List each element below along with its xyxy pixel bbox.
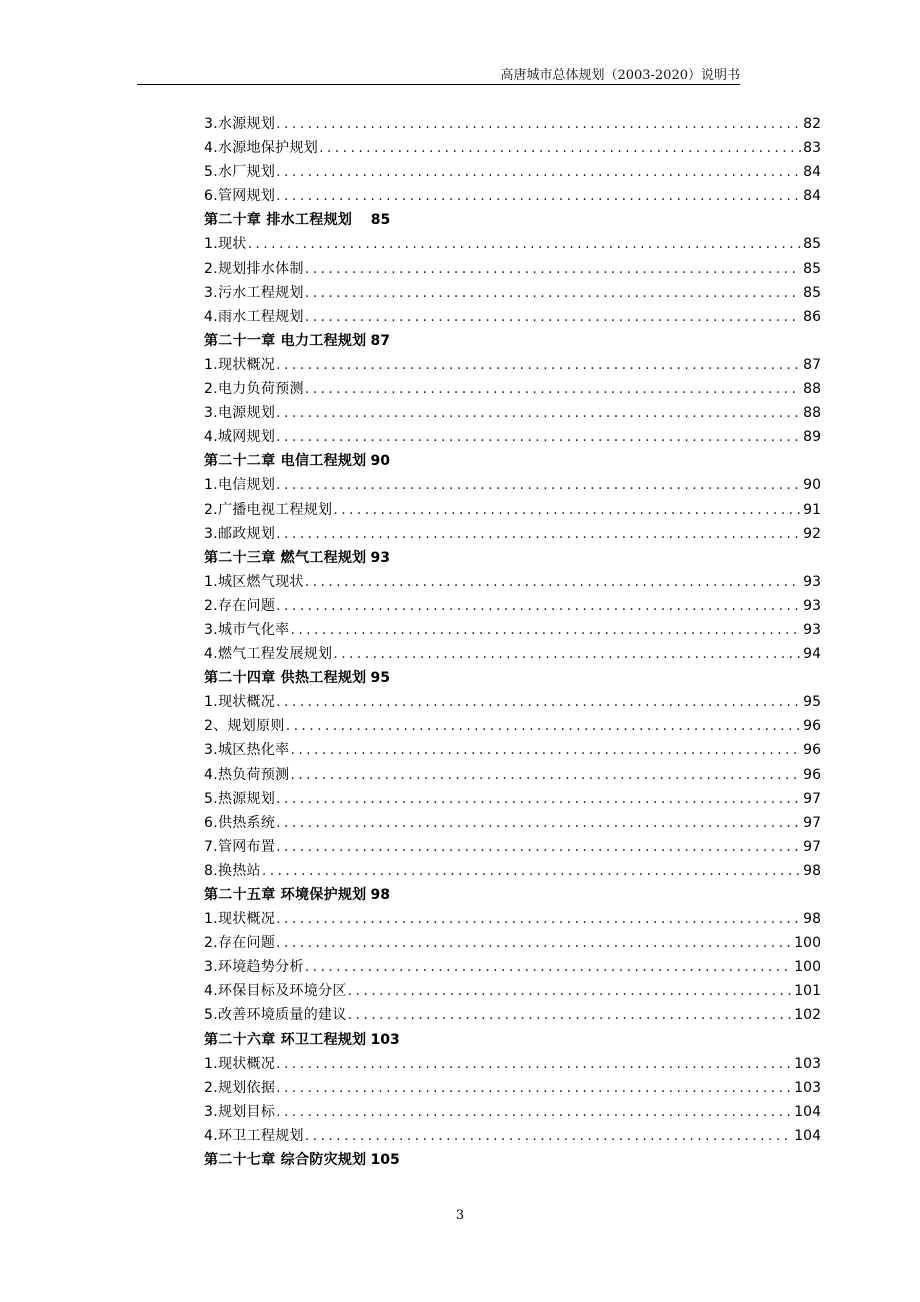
toc-page-number: 100 xyxy=(794,935,821,952)
toc-page-number: 101 xyxy=(794,983,821,1000)
toc-entry-label: 6.管网规划 xyxy=(204,188,276,205)
toc-dot-leader xyxy=(276,160,801,184)
document-title: 高唐城市总体规划（2003-2020）说明书 xyxy=(500,68,740,83)
toc-dot-leader xyxy=(305,281,801,305)
toc-entry-label: 4.水源地保护规划 xyxy=(204,140,319,157)
toc-entry[interactable] xyxy=(204,112,821,136)
toc-page-number: 104 xyxy=(794,1103,821,1120)
toc-entry-label: 2.存在问题 xyxy=(204,597,276,614)
toc-entry[interactable] xyxy=(204,811,821,835)
toc-page-number: 103 xyxy=(370,1031,400,1048)
toc-entry-label: 4.燃气工程发展规划 xyxy=(204,646,333,663)
toc-dot-leader xyxy=(305,377,801,401)
toc-dot-leader xyxy=(276,425,801,449)
toc-entry-label: 1.现状概况 xyxy=(204,911,276,928)
toc-entry[interactable] xyxy=(204,738,821,762)
toc-page-number: 84 xyxy=(803,164,821,181)
toc-entry[interactable] xyxy=(204,1124,821,1148)
toc-entry[interactable] xyxy=(204,859,821,883)
toc-entry[interactable] xyxy=(204,305,821,329)
toc-chapter-heading[interactable] xyxy=(204,329,821,353)
toc-page-number: 90 xyxy=(803,477,821,494)
toc-chapter-heading[interactable] xyxy=(204,449,821,473)
toc-dot-leader xyxy=(348,1003,793,1027)
toc-entry-label: 3.城市气化率 xyxy=(204,621,290,638)
toc-dot-leader xyxy=(305,570,801,594)
toc-entry[interactable] xyxy=(204,618,821,642)
toc-chapter-heading[interactable] xyxy=(204,666,821,690)
toc-entry-label: 4.雨水工程规划 xyxy=(204,308,304,325)
toc-entry[interactable] xyxy=(204,353,821,377)
toc-dot-leader xyxy=(333,642,801,666)
toc-page-number: 105 xyxy=(370,1152,400,1169)
toc-entry-label: 第二十四章 供热工程规划 xyxy=(204,670,367,687)
toc-entry[interactable] xyxy=(204,787,821,811)
toc-dot-leader xyxy=(276,401,801,425)
toc-page-number: 96 xyxy=(803,742,821,759)
toc-chapter-heading[interactable] xyxy=(204,208,821,232)
toc-entry[interactable] xyxy=(204,570,821,594)
toc-dot-leader xyxy=(276,931,792,955)
toc-entry-label: 8.换热站 xyxy=(204,862,261,879)
toc-entry[interactable] xyxy=(204,979,821,1003)
toc-entry-label: 1.城区燃气现状 xyxy=(204,573,304,590)
toc-entry-label: 3.污水工程规划 xyxy=(204,284,304,301)
toc-page-number: 85 xyxy=(803,284,821,301)
toc-page-number: 96 xyxy=(803,718,821,735)
toc-entry[interactable] xyxy=(204,498,821,522)
toc-entry[interactable] xyxy=(204,425,821,449)
toc-page-number: 95 xyxy=(370,670,390,687)
toc-page-number: 90 xyxy=(370,453,390,470)
toc-page-number: 83 xyxy=(803,140,821,157)
toc-entry-label: 第二十三章 燃气工程规划 xyxy=(204,549,367,566)
toc-page-number: 87 xyxy=(803,356,821,373)
toc-entry-label: 4.城网规划 xyxy=(204,429,276,446)
toc-dot-leader xyxy=(276,522,801,546)
toc-entry[interactable] xyxy=(204,907,821,931)
toc-entry-label: 4.环保目标及环境分区 xyxy=(204,983,347,1000)
toc-page-number: 92 xyxy=(803,525,821,542)
toc-entry-label: 1.现状概况 xyxy=(204,1055,276,1072)
toc-dot-leader xyxy=(262,859,801,883)
toc-dot-leader xyxy=(290,738,801,762)
toc-entry-label: 5.改善环境质量的建议 xyxy=(204,1007,347,1024)
toc-page-number: 88 xyxy=(803,405,821,422)
toc-entry[interactable] xyxy=(204,184,821,208)
toc-chapter-heading[interactable] xyxy=(204,1148,821,1172)
toc-chapter-heading[interactable] xyxy=(204,546,821,570)
toc-entry-label: 3.邮政规划 xyxy=(204,525,276,542)
toc-entry[interactable] xyxy=(204,1076,821,1100)
toc-entry[interactable] xyxy=(204,281,821,305)
toc-entry[interactable] xyxy=(204,1052,821,1076)
toc-entry[interactable] xyxy=(204,955,821,979)
toc-dot-leader xyxy=(348,979,793,1003)
toc-entry[interactable] xyxy=(204,642,821,666)
toc-dot-leader xyxy=(290,618,801,642)
toc-dot-leader xyxy=(276,787,801,811)
toc-page-number: 104 xyxy=(794,1127,821,1144)
toc-entry[interactable] xyxy=(204,714,821,738)
toc-entry-label: 2.规划排水体制 xyxy=(204,260,304,277)
toc-page-number: 94 xyxy=(803,646,821,663)
toc-page-number: 96 xyxy=(803,766,821,783)
toc-dot-leader xyxy=(248,232,802,256)
toc-entry-label: 2.规划依据 xyxy=(204,1079,276,1096)
header-divider xyxy=(137,84,740,85)
toc-dot-leader xyxy=(276,811,801,835)
toc-entry[interactable] xyxy=(204,377,821,401)
toc-entry-label: 2.广播电视工程规划 xyxy=(204,501,333,518)
toc-entry-label: 2、规划原则 xyxy=(204,718,285,735)
toc-page-number: 98 xyxy=(370,887,390,903)
toc-entry-label: 1.现状概况 xyxy=(204,694,276,711)
table-of-contents xyxy=(204,112,821,1172)
toc-page-number: 85 xyxy=(803,260,821,277)
toc-entry-label: 1.现状 xyxy=(204,236,247,253)
toc-entry-label: 5.水厂规划 xyxy=(204,164,276,181)
toc-dot-leader xyxy=(276,835,801,859)
toc-page-number: 88 xyxy=(803,381,821,398)
toc-chapter-heading[interactable] xyxy=(204,883,821,907)
toc-entry-label: 第二十一章 电力工程规划 xyxy=(204,332,367,349)
toc-page-number: 82 xyxy=(803,116,821,132)
toc-entry-label: 3.城区热化率 xyxy=(204,742,290,759)
toc-entry[interactable] xyxy=(204,763,821,787)
toc-entry-label: 第二十七章 综合防灾规划 xyxy=(204,1152,367,1169)
toc-entry-label: 3.电源规划 xyxy=(204,405,276,422)
toc-entry-label: 7.管网布置 xyxy=(204,838,276,855)
toc-page-number: 97 xyxy=(803,838,821,855)
toc-page-number: 91 xyxy=(803,501,821,518)
toc-dot-leader xyxy=(276,184,801,208)
toc-entry[interactable] xyxy=(204,594,821,618)
toc-page-number: 97 xyxy=(803,814,821,831)
toc-entry-label: 4.环卫工程规划 xyxy=(204,1127,304,1144)
toc-page-number: 98 xyxy=(803,862,821,879)
toc-entry-label: 5.热源规划 xyxy=(204,790,276,807)
toc-page-number: 84 xyxy=(803,188,821,205)
toc-page-number: 103 xyxy=(794,1055,821,1072)
toc-page-number: 85 xyxy=(356,212,391,229)
toc-dot-leader xyxy=(305,955,793,979)
toc-dot-leader xyxy=(276,353,801,377)
toc-entry-label: 3.规划目标 xyxy=(204,1103,276,1120)
toc-entry[interactable] xyxy=(204,232,821,256)
toc-page-number: 97 xyxy=(803,790,821,807)
toc-page-number: 102 xyxy=(794,1007,821,1024)
toc-page-number: 93 xyxy=(803,621,821,638)
toc-entry-label: 1.现状概况 xyxy=(204,356,276,373)
toc-dot-leader xyxy=(276,473,801,497)
toc-dot-leader xyxy=(276,1052,792,1076)
toc-page-number: 103 xyxy=(794,1079,821,1096)
toc-dot-leader xyxy=(305,305,801,329)
toc-dot-leader xyxy=(276,112,801,136)
toc-dot-leader xyxy=(276,907,801,931)
toc-entry[interactable] xyxy=(204,401,821,425)
toc-entry[interactable] xyxy=(204,257,821,281)
toc-entry-label: 1.电信规划 xyxy=(204,477,276,494)
toc-page-number: 95 xyxy=(803,694,821,711)
toc-dot-leader xyxy=(276,690,801,714)
toc-entry[interactable] xyxy=(204,160,821,184)
toc-page-number: 93 xyxy=(370,549,390,566)
toc-entry[interactable] xyxy=(204,473,821,497)
toc-entry-label: 第二十五章 环境保护规划 xyxy=(204,887,367,903)
toc-entry-label: 3.水源规划 xyxy=(204,116,276,132)
toc-page-number: 93 xyxy=(803,573,821,590)
toc-entry-label: 第二十六章 环卫工程规划 xyxy=(204,1031,367,1048)
toc-dot-leader xyxy=(286,714,801,738)
toc-entry-label: 3.环境趋势分析 xyxy=(204,959,304,976)
toc-entry-label: 4.热负荷预测 xyxy=(204,766,290,783)
toc-entry[interactable] xyxy=(204,1003,821,1027)
toc-page-number: 85 xyxy=(803,236,821,253)
toc-page-number: 86 xyxy=(803,308,821,325)
toc-entry[interactable] xyxy=(204,835,821,859)
toc-dot-leader xyxy=(276,594,801,618)
toc-entry-label: 2.存在问题 xyxy=(204,935,276,952)
page-number: 3 xyxy=(455,1208,465,1223)
toc-entry-label: 6.供热系统 xyxy=(204,814,276,831)
toc-chapter-heading[interactable] xyxy=(204,1028,821,1052)
toc-page-number: 87 xyxy=(370,332,390,349)
toc-entry-label: 2.电力负荷预测 xyxy=(204,381,304,398)
toc-entry[interactable] xyxy=(204,931,821,955)
toc-page-number: 100 xyxy=(794,959,821,976)
toc-dot-leader xyxy=(276,1100,792,1124)
toc-entry[interactable] xyxy=(204,1100,821,1124)
toc-dot-leader xyxy=(276,1076,792,1100)
toc-dot-leader xyxy=(290,763,801,787)
toc-entry-label: 第二十二章 电信工程规划 xyxy=(204,453,367,470)
toc-entry[interactable] xyxy=(204,522,821,546)
toc-entry[interactable] xyxy=(204,136,821,160)
toc-dot-leader xyxy=(305,257,801,281)
toc-entry[interactable] xyxy=(204,690,821,714)
toc-page-number: 93 xyxy=(803,597,821,614)
toc-page-number: 98 xyxy=(803,911,821,928)
toc-dot-leader xyxy=(319,136,801,160)
toc-dot-leader xyxy=(305,1124,793,1148)
toc-page-number: 89 xyxy=(803,429,821,446)
toc-dot-leader xyxy=(333,498,801,522)
toc-entry-label: 第二十章 排水工程规划 xyxy=(204,212,353,229)
